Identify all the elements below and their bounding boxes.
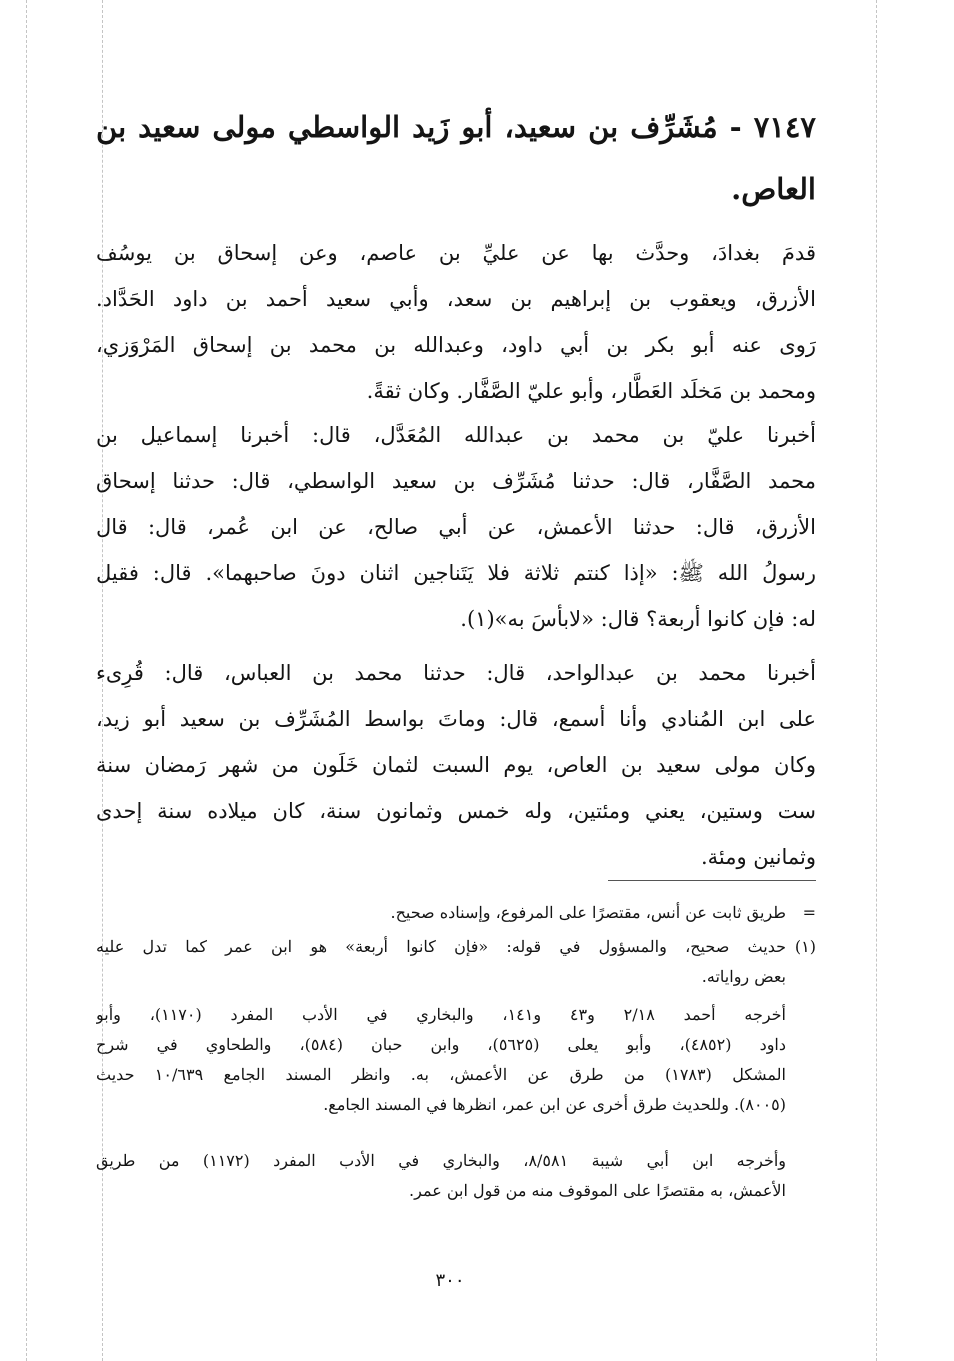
footnote-line: الأعمش، به مقتصرًا على الموقوف منه من قول ابن عمر.	[409, 1181, 786, 1200]
footnote-line: أخرجه أحمد ٢/١٨ و٤٣ و١٤١، والبخاري في الأدب المفرد (١١٧٠)، وأبو	[96, 1005, 786, 1024]
heading-line: العاص.	[731, 172, 816, 206]
footnote-continuation	[96, 898, 816, 928]
text-line: له: فإن كانوا أربعة؟ قال: «لابأسَ به»(١).	[460, 607, 816, 631]
text-line: أخبرنا عليّ بن محمد بن عبدالله المُعَدَّل، قال: أخبرنا إسماعيل بن	[96, 423, 816, 447]
text-line: الأزرق، ويعقوب بن إبراهيم بن سعد، وأبي سعيد أحمد بن داود الحَدَّاد.	[96, 287, 816, 311]
footnote-line: وأخرجه ابن أبي شيبة ٨/٥٨١، والبخاري في الأدب المفرد (١١٧٢) من طريق	[96, 1151, 786, 1170]
page-number: ٣٠٠	[435, 1270, 465, 1291]
text-line: محمد الصَّفَّار، قال: حدثنا مُشَرِّف بن سعيد الواسطي، قال: حدثنا إسحاق	[96, 469, 816, 493]
margin-guide-right	[876, 0, 877, 1361]
margin-guide-left	[26, 0, 27, 1361]
death-report-paragraph	[96, 650, 816, 880]
footnote-1	[96, 932, 816, 992]
text-line: الأزرق، قال: حدثنا الأعمش، عن أبي صالح، عن ابن عُمر، قال: قال	[96, 515, 816, 539]
footnote-line: (٨٠٠٥). وللحديث طرق أخرى عن ابن عمر، انظرها في المسند الجامع.	[323, 1095, 786, 1114]
footnote-marker: (١)	[794, 937, 816, 956]
text-line: ست وستين، يعني ومئتين، وله خمس وثمانون سنة، كان ميلاده سنة إحدى	[96, 799, 816, 823]
footnote-1-sources	[96, 1000, 816, 1120]
hadith-paragraph	[96, 412, 816, 642]
heading-line: ٧١٤٧ - مُشَرِّف بن سعيد، أبو زَيد الواسطي مولى سعيد بن	[96, 110, 816, 144]
footnote-line: بعض رواياته.	[701, 967, 786, 986]
text-line: على ابن المُنادي وأنا أسمع، قال: وماتَ بواسط المُشَرِّف بن سعيد أبو زيد،	[96, 707, 816, 731]
footnote-marker: =	[802, 903, 816, 922]
text-line: قدمَ بغدادَ، وحدَّث بها عن عليِّ بن عاصم، وعن إسحاق بن يوسُف	[96, 241, 816, 265]
text-line: ومحمد بن مَخلَد العَطَّار، وأبو عليّ الصَّفَّار. وكان ثقةً.	[366, 379, 816, 403]
footnote-line: المشكل (١٧٨٣) من طرق عن الأعمش، به. وانظر المسند الجامع ١٠/٦٣٩ حديث	[96, 1065, 786, 1084]
biography-paragraph	[96, 230, 816, 414]
text-line: رسولُ الله ﷺ: «إذا كنتم ثلاثة فلا يَتَناجين اثنان دونَ صاحبهما». قال: فقيل	[96, 561, 816, 585]
footnote-separator	[608, 880, 816, 881]
entry-heading	[96, 96, 816, 220]
text-line: وكان مولى سعيد بن العاص، يوم السبت لثمان خَلَون من شهر رَمضان سنة	[96, 753, 816, 777]
text-line: وثمانين ومئة.	[700, 845, 816, 869]
footnote-line: داود (٤٨٥٢)، وأبو يعلى (٥٦٢٥)، وابن حبان (٥٨٤)، والطحاوي في شرح	[96, 1035, 786, 1054]
text-line: أخبرنا محمد بن عبدالواحد، قال: حدثنا محمد بن العباس، قال: قُرِىء	[96, 661, 816, 685]
footnote-line: حديث صحيح، والمسؤول في قوله: «فإن كانوا أربعة» هو ابن عمر كما تدل عليه	[96, 937, 786, 956]
text-line: رَوى عنه أبو بكر بن أبي داود، وعبدالله بن محمد بن إسحاق المَرْوَزي،	[96, 333, 816, 357]
footnote-1-more-sources	[96, 1146, 816, 1206]
footnote-line: طريق ثابت عن أنس، مقتصرًا على المرفوع، وإسناده صحيح.	[390, 903, 786, 922]
